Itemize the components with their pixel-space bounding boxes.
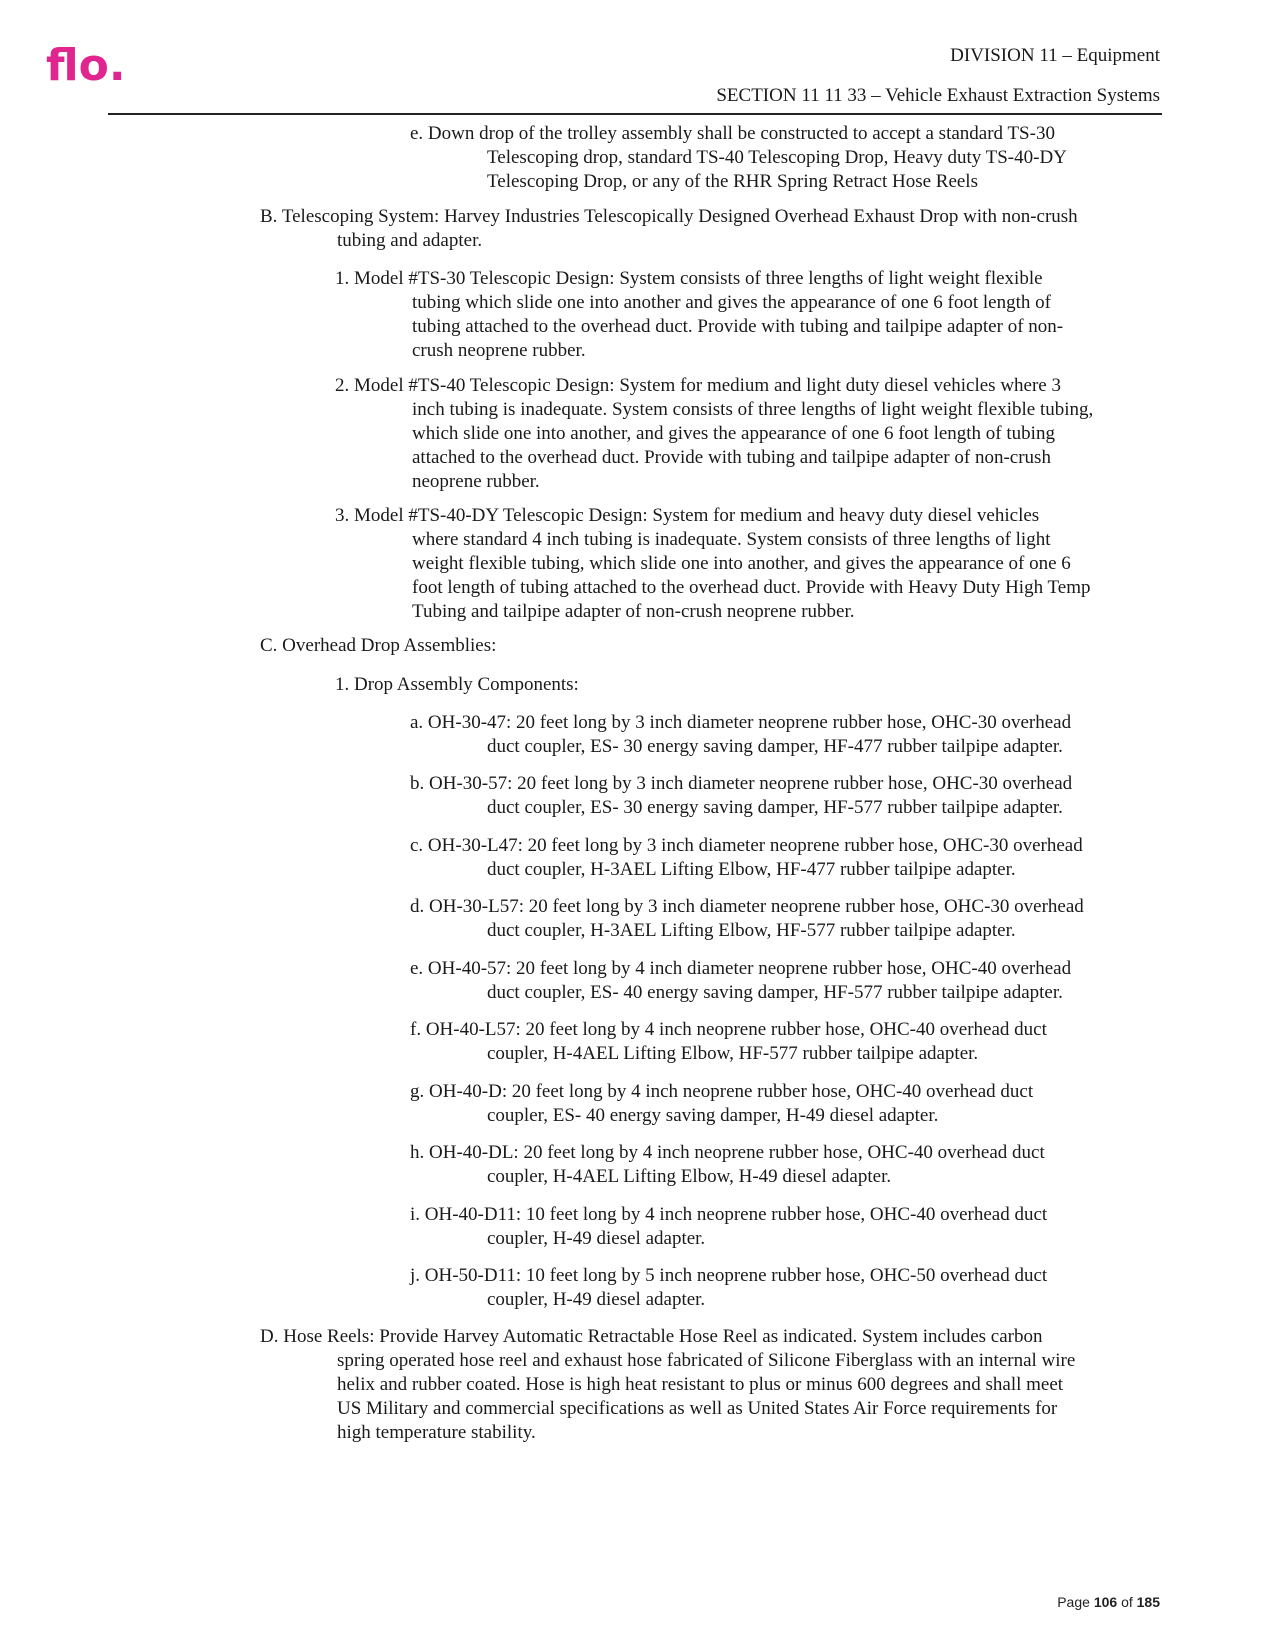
of-label: of: [1121, 1594, 1133, 1610]
paragraph-C1: 1. Drop Assembly Components:: [335, 674, 579, 695]
page-label: Page: [1057, 1594, 1090, 1610]
flo-logo: [46, 44, 146, 88]
paragraph-B2: 2. Model #TS-40 Telescopic Design: System for medium and light duty diesel vehicles where 3 inch tubing is inadequate. System consists of three lengths of light weight flexible tubing, which slide one into another, and gives the appearance of one 6 foot length of tubing attached to the overhead duct. Provide with tubing and tailpipe adapter of non-crush neoprene rubber.: [335, 375, 1094, 492]
list-item-Ca: a. OH-30-47: 20 feet long by 3 inch diameter neoprene rubber hose, OHC-30 overhead duct coupler, ES- 30 energy saving damper, HF-477 rubber tailpipe adapter.: [410, 712, 1072, 757]
logo-text: flo.: [46, 44, 126, 88]
page-number: [1057, 1594, 1160, 1610]
page-total: 185: [1136, 1594, 1160, 1610]
paragraph-B: B. Telescoping System: Harvey Industries Telescopically Designed Overhead Exhaust Drop with non-crush tubing and adapter.: [260, 206, 1078, 251]
header-rule: [108, 113, 1162, 115]
paragraph-e-top: e. Down drop of the trolley assembly shall be constructed to accept a standard TS-30 Telescoping drop, standard TS-40 Telescoping Drop, Heavy duty TS-40-DY Telescoping Drop, or any of the RHR Spring Retract Hose Reels: [410, 123, 1067, 192]
paragraph-C: C. Overhead Drop Assemblies:: [260, 635, 497, 656]
list-item-Ci: i. OH-40-D11: 10 feet long by 4 inch neoprene rubber hose, OHC-40 overhead duct coupler, H-49 diesel adapter.: [410, 1204, 1048, 1249]
division-header: DIVISION 11 – Equipment: [950, 45, 1160, 66]
list-item-Cd: d. OH-30-L57: 20 feet long by 3 inch diameter neoprene rubber hose, OHC-30 overhead duct coupler, H-3AEL Lifting Elbow, HF-577 rubber tailpipe adapter.: [410, 896, 1084, 941]
paragraph-B1: 1. Model #TS-30 Telescopic Design: System consists of three lengths of light weight flexible tubing which slide one into another and gives the appearance of one 6 foot length of tubing attached to the overhead duct. Provide with tubing and tailpipe adapter of non- crush neoprene rubber.: [335, 268, 1064, 361]
list-item-Cg: g. OH-40-D: 20 feet long by 4 inch neoprene rubber hose, OHC-40 overhead duct coupler, ES- 40 energy saving damper, H-49 diesel adapter.: [410, 1081, 1034, 1126]
page-current: 106: [1093, 1594, 1118, 1610]
list-item-Cf: f. OH-40-L57: 20 feet long by 4 inch neoprene rubber hose, OHC-40 overhead duct coupler, H-4AEL Lifting Elbow, HF-577 rubber tailpipe adapter.: [410, 1019, 1047, 1064]
section-header: SECTION 11 11 33 – Vehicle Exhaust Extraction Systems: [716, 85, 1160, 106]
list-item-Ce: e. OH-40-57: 20 feet long by 4 inch diameter neoprene rubber hose, OHC-40 overhead duct coupler, ES- 40 energy saving damper, HF-577 rubber tailpipe adapter.: [410, 958, 1072, 1003]
list-item-Cb: b. OH-30-57: 20 feet long by 3 inch diameter neoprene rubber hose, OHC-30 overhead duct coupler, ES- 30 energy saving damper, HF-577 rubber tailpipe adapter.: [410, 773, 1073, 818]
list-item-Cj: j. OH-50-D11: 10 feet long by 5 inch neoprene rubber hose, OHC-50 overhead duct coupler, H-49 diesel adapter.: [410, 1265, 1048, 1310]
list-item-Ch: h. OH-40-DL: 20 feet long by 4 inch neoprene rubber hose, OHC-40 overhead duct coupler, H-4AEL Lifting Elbow, H-49 diesel adapter.: [410, 1142, 1045, 1187]
list-item-Cc: c. OH-30-L47: 20 feet long by 3 inch diameter neoprene rubber hose, OHC-30 overhead duct coupler, H-3AEL Lifting Elbow, HF-477 rubber tailpipe adapter.: [410, 835, 1083, 880]
paragraph-D: D. Hose Reels: Provide Harvey Automatic Retractable Hose Reel as indicated. System includes carbon spring operated hose reel and exhaust hose fabricated of Silicone Fiberglass with an internal wire helix and rubber coated. Hose is high heat resistant to plus or minus 600 degrees and shall meet US Military and commercial specifications as well as United States Air Force requirements for high temperature stability.: [260, 1326, 1076, 1443]
paragraph-B3: 3. Model #TS-40-DY Telescopic Design: System for medium and heavy duty diesel vehicles where standard 4 inch tubing is inadequate. System consists of three lengths of light weight flexible tubing, which slide one into another, and gives the appearance of one 6 foot length of tubing attached to the overhead duct. Provide with Heavy Duty High Temp Tubing and tailpipe adapter of non-crush neoprene rubber.: [335, 505, 1091, 622]
